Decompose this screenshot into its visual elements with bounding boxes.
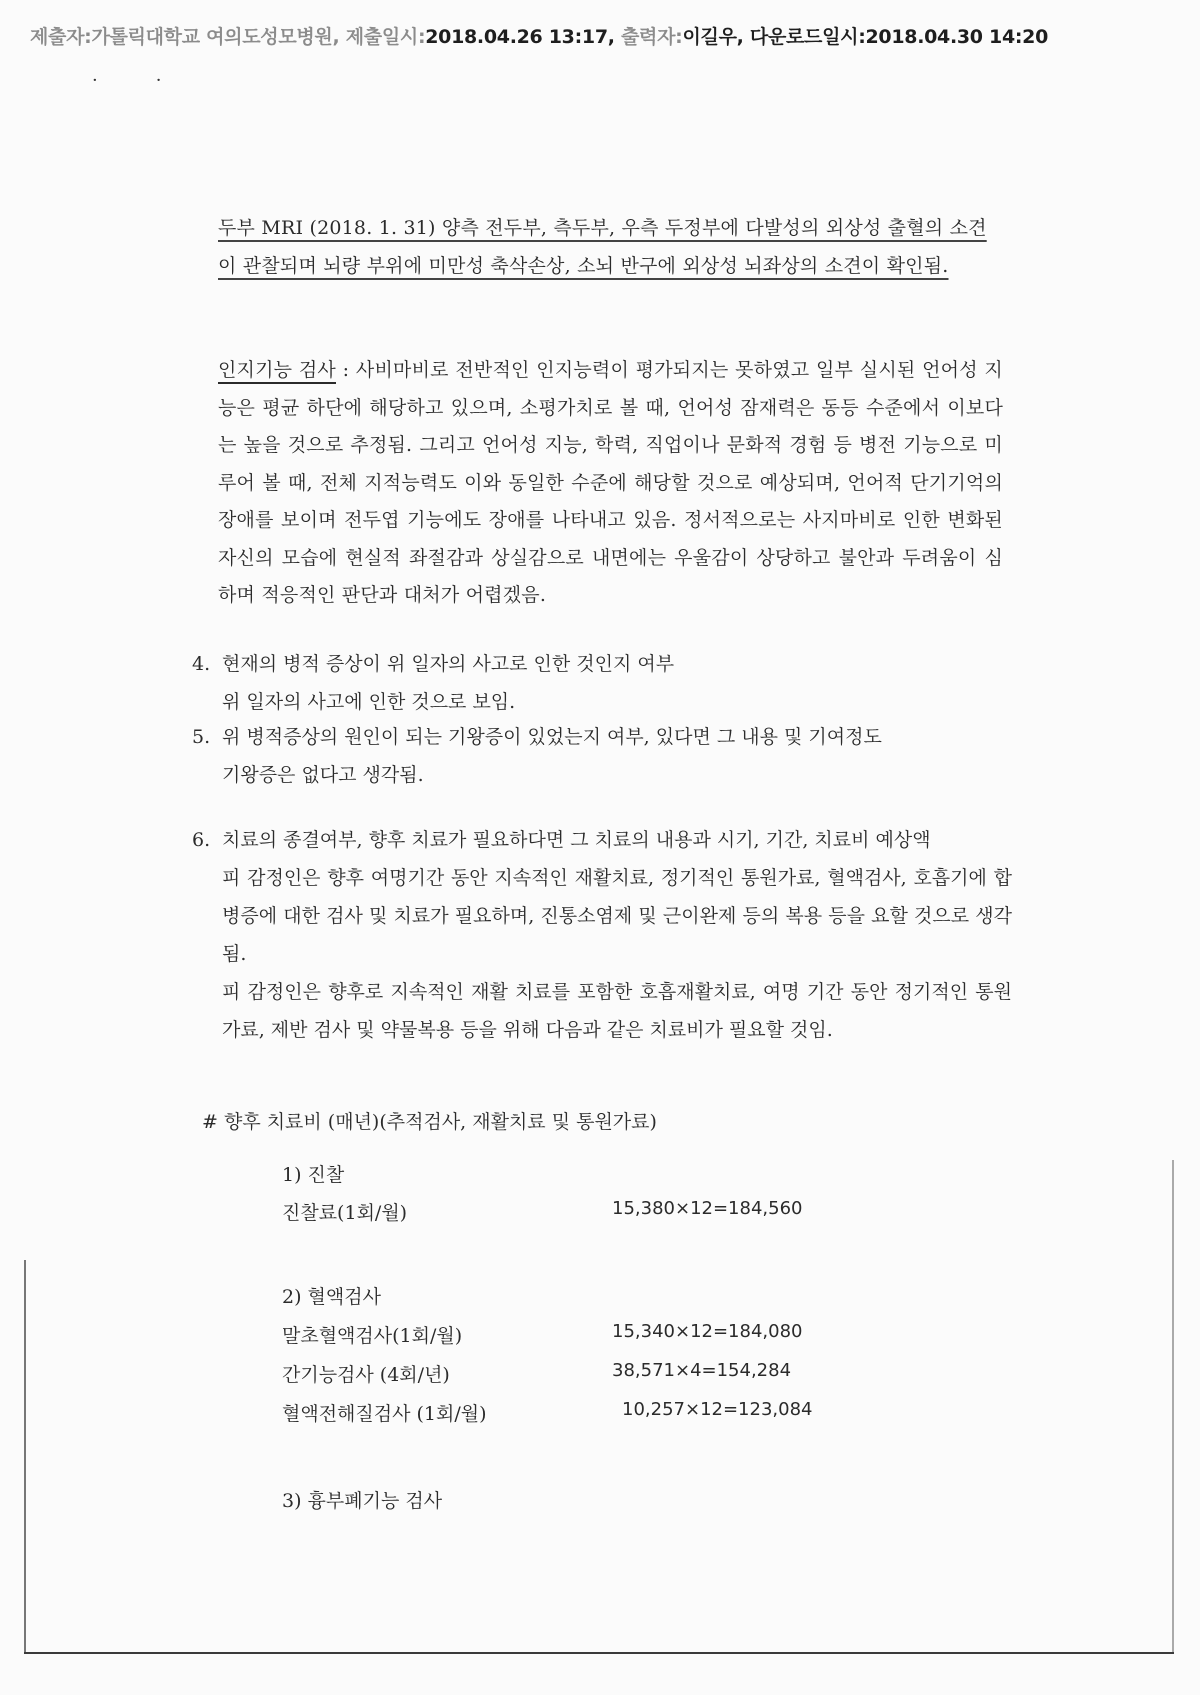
item-answer: 피 감정인은 향후 여명기간 동안 지속적인 재활치료, 정기적인 통원가료, 혈액검사, 호흡기에 합병증에 대한 검사 및 치료가 필요하며, 진통소염제 및 근이완제 등의 복용 등을 요할 것으로 생각됨. — [222, 867, 1012, 965]
download-time: 2018.04.30 14:20 — [865, 26, 1049, 48]
page-border-bottom — [24, 1652, 1174, 1654]
cognitive-text: : 사비마비로 전반적인 인지능력이 평가되지는 못하였고 일부 실시된 언어성 지능은 평균 하단에 해당하고 있으며, 소평가치로 볼 때, 언어성 잠재력은 동등 수준에서 이보다는 높을 것으로 추정됨. 그리고 언어성 지능, 학력, 직업이나 문화적 경험 등 병전 기능으로 미루어 볼 때, 전체 지적능력도 이와 동일한 수준에 해당할 것으로 예상되며, 언어적 단기기억의 장애를 보이며 전두엽 기능에도 장애를 나타내고 있음. 정서적으로는 사지마비로 인한 변화된 자신의 모습에 현실적 좌절감과 상실감으로 내면에는 우울감이 상당하고 불안과 두려움이 심하며 적응적인 판단과 대처가 어렵겠음. — [218, 359, 1003, 606]
mri-text: 두부 MRI (2018. 1. 31) 양측 전두부, 측두부, 우측 두정부에 다발성의 외상성 출혈의 소견이 관찰되며 뇌량 부위에 미만성 축삭손상, 소뇌 반구에 외상성 뇌좌상의 소견이 확인됨. — [218, 217, 987, 277]
item-question: 현재의 병적 증상이 위 일자의 사고로 인한 것인지 여부 — [222, 653, 675, 675]
submit-time-label: 제출일시: — [345, 26, 426, 48]
cost-row — [282, 1321, 882, 1351]
submit-time: 2018.04.26 13:17, — [425, 26, 615, 48]
submitter: 가톨릭대학교 여의도성모병원, — [91, 26, 340, 48]
item-question: 치료의 종결여부, 향후 치료가 필요하다면 그 치료의 내용과 시기, 기간, 치료비 예상액 — [222, 829, 931, 851]
scan-dots: ·· — [92, 70, 220, 91]
item-number: 5. — [192, 726, 211, 748]
cost-label: 말초혈액검사(1회/월) — [282, 1325, 463, 1347]
fax-header — [30, 22, 1048, 49]
item-number: 4. — [192, 653, 211, 675]
cognitive-label: 인지기능 검사 — [218, 359, 336, 381]
cognitive-test — [218, 352, 1003, 615]
item-question: 위 병적증상의 원인이 되는 기왕증이 있었는지 여부, 있다면 그 내용 및 기여정도 — [222, 726, 882, 748]
future-costs-title: # 향후 치료비 (매년)(추적검사, 재활치료 및 통원가료) — [202, 1111, 657, 1133]
page-border-right — [1172, 1160, 1174, 1654]
item-answer-2: 피 감정인은 향후로 지속적인 재활 치료를 포함한 호흡재활치료, 여명 기간 동안 정기적인 통원가료, 제반 검사 및 약물복용 등을 위해 다음과 같은 치료비가 필요할 것임. — [222, 981, 1012, 1041]
printer: 이길우, — [682, 26, 744, 48]
item-6 — [192, 821, 1022, 1041]
cost-label: 혈액전해질검사 (1회/월) — [282, 1403, 487, 1425]
item-4 — [192, 645, 1012, 725]
submitter-label: 제출자: — [30, 26, 92, 48]
cost-value: 15,340×12=184,080 — [612, 1321, 803, 1342]
item-number: 6. — [192, 829, 211, 851]
cost-label: 간기능검사 (4회/년) — [282, 1364, 450, 1386]
item-answer: 위 일자의 사고에 인한 것으로 보임. — [222, 691, 516, 713]
page-border-left — [24, 1260, 26, 1654]
cost-row — [282, 1360, 882, 1390]
section-title: 1) 진찰 — [282, 1164, 345, 1186]
item-5 — [192, 718, 1012, 798]
printer-label: 출력자: — [621, 26, 683, 48]
section-title: 2) 혈액검사 — [282, 1286, 381, 1308]
mri-finding — [218, 210, 998, 285]
cost-value: 15,380×12=184,560 — [612, 1198, 803, 1219]
section-title: 3) 흉부폐기능 검사 — [282, 1490, 443, 1512]
cost-row — [282, 1198, 882, 1228]
cost-label: 진찰료(1회/월) — [282, 1202, 408, 1224]
item-answer: 기왕증은 없다고 생각됨. — [222, 764, 424, 786]
download-label: 다운로드일시: — [749, 26, 866, 48]
cost-value: 10,257×12=123,084 — [622, 1399, 813, 1420]
cost-row — [282, 1399, 882, 1429]
cost-value: 38,571×4=154,284 — [612, 1360, 792, 1381]
